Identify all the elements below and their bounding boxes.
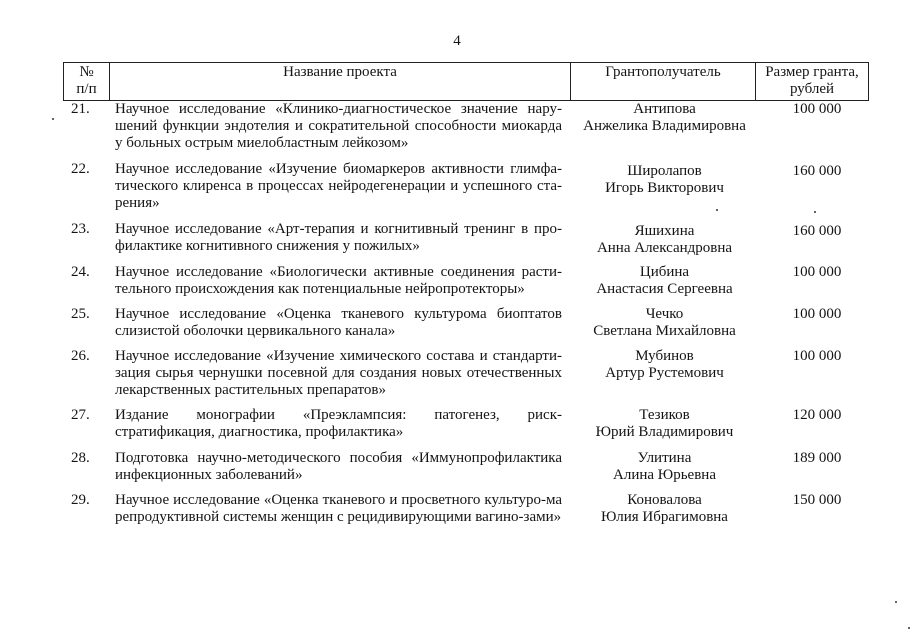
table-row (63, 492, 869, 552)
project-name: Научное исследование «Биологически активные соединения расти-тельного происхождения как потенциальные нейропротекторы» (115, 264, 562, 297)
grant-amount: 100 000 (792, 348, 842, 364)
header-number-line1: № (79, 64, 94, 80)
recipient-given-names: Светлана Михайловна (593, 323, 736, 339)
table-row (63, 306, 869, 348)
project-name: Издание монографии «Преэклампсия: патогенез, риск-стратификация, диагностика, профилактика» (115, 407, 562, 440)
recipient-surname: Коновалова (627, 492, 702, 508)
grant-recipient (570, 306, 755, 348)
recipient-surname: Улитина (637, 450, 692, 466)
recipient-given-names: Анжелика Владимировна (583, 118, 746, 134)
project-name: Подготовка научно-методического пособия «Иммунопрофилактика инфекционных заболеваний» (115, 450, 562, 483)
table-header (63, 62, 869, 101)
recipient-surname: Широлапов (627, 163, 702, 179)
recipient-surname: Яшихина (634, 223, 695, 239)
grant-amount: 189 000 (792, 450, 842, 466)
grant-amount: 100 000 (792, 101, 842, 117)
recipient-given-names: Юлия Ибрагимовна (601, 509, 728, 525)
table-row (63, 221, 869, 264)
project-name: Научное исследование «Оценка тканевого и просветного культуро-ма репродуктивной системы женщин с рецидивирующими вагино-зами» (115, 492, 562, 525)
header-number (63, 63, 109, 100)
header-number-line2: п/п (76, 81, 97, 97)
header-amount-line1: Размер гранта, (765, 64, 859, 80)
grant-amount: 150 000 (792, 492, 842, 508)
header-amount (755, 63, 869, 100)
row-number: 25. (71, 306, 90, 322)
project-name: Научное исследование «Изучение химического состава и стандарти-зация сырья чернушки посевной для создания новых отечественных лекарственных растительных препаратов» (115, 348, 562, 398)
row-number: 24. (71, 264, 90, 280)
grant-recipient (570, 101, 755, 161)
header-amount-line2: рублей (789, 81, 835, 97)
recipient-given-names: Анастасия Сергеевна (596, 281, 733, 297)
recipient-given-names: Юрий Владимирович (595, 424, 734, 440)
recipient-given-names: Игорь Викторович (605, 180, 724, 196)
recipient-given-names: Алина Юрьевна (613, 467, 716, 483)
table-row (63, 161, 869, 221)
grants-table (63, 62, 869, 552)
table-row (63, 348, 869, 407)
project-name: Научное исследование «Изучение биомаркеров активности глимфа-тического клиренса в процессах нейродегенерации и успешного ста-рения» (115, 161, 562, 211)
recipient-surname: Антипова (633, 101, 696, 117)
table-row (63, 407, 869, 450)
row-number: 27. (71, 407, 90, 423)
grant-recipient (570, 221, 755, 264)
recipient-surname: Тезиков (639, 407, 690, 423)
grant-amount: 100 000 (792, 306, 842, 322)
table-row (63, 264, 869, 306)
grant-amount: 160 000 (792, 223, 842, 239)
grant-recipient (570, 161, 755, 221)
scan-speck (908, 627, 910, 629)
scan-speck (52, 118, 54, 120)
row-number: 22. (71, 161, 90, 177)
scan-speck (895, 601, 897, 603)
grant-recipient (570, 348, 755, 407)
header-project-name: Название проекта (109, 63, 570, 100)
recipient-given-names: Артур Рустемович (605, 365, 724, 381)
project-name: Научное исследование «Оценка тканевого культурома биоптатов слизистой оболочки цервикального канала» (115, 306, 562, 339)
grant-recipient (570, 407, 755, 450)
recipient-surname: Мубинов (635, 348, 694, 364)
recipient-surname: Цибина (639, 264, 690, 280)
grant-recipient (570, 492, 755, 552)
recipient-surname: Чечко (645, 306, 684, 322)
row-number: 23. (71, 221, 90, 237)
grant-recipient (570, 264, 755, 306)
recipient-given-names: Анна Александровна (596, 240, 733, 256)
row-number: 26. (71, 348, 90, 364)
scan-speck (814, 211, 816, 213)
project-name: Научное исследование «Арт-терапия и когнитивный тренинг в про-филактике когнитивного снижения у пожилых» (115, 221, 562, 254)
grant-amount: 100 000 (792, 264, 842, 280)
table-row (63, 101, 869, 161)
row-number: 29. (71, 492, 90, 508)
project-name: Научное исследование «Клинико-диагностическое значение нару-шений функции эндотелия и сократительной способности миокарда у больных острым миелобластным лейкозом» (115, 101, 562, 151)
header-recipient: Грантополучатель (570, 63, 755, 100)
row-number: 28. (71, 450, 90, 466)
page-number: 4 (453, 33, 461, 49)
grant-recipient (570, 450, 755, 492)
table-row (63, 450, 869, 492)
scan-speck (716, 209, 718, 211)
row-number: 21. (71, 101, 90, 117)
grant-amount: 160 000 (792, 163, 842, 179)
grant-amount: 120 000 (792, 407, 842, 423)
